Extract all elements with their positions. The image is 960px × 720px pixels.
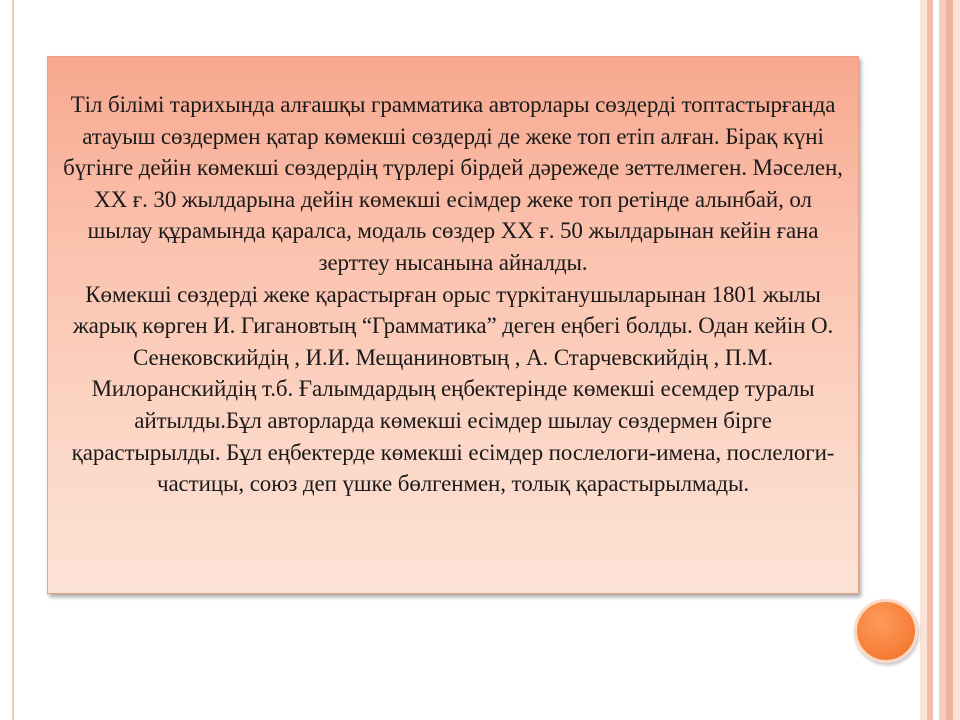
right-decorative-stripes [920, 0, 960, 720]
paragraph-researchers: Көмекші сөздерді жеке қарастырған орыс түркітанушыларынан 1801 жылы жарық көрген И. Гигановтың “Грамматика” деген еңбегі болды. Одан кейін О. Сенековскийдің , И.И. Мещаниновтың , А. Старчевскийдің , П.М. Милоранскийдің т.б. Ғалымдардың еңбектерінде көмекші есемдер туралы айтылды.Бұл авторларда көмекші есімдер шылау сөздермен бірге қарастырылды. Бұл еңбектерде көмекші есімдер послелоги-имена, послелоги-частицы, союз деп үшке бөлгенмен, толық қарастырылмады. [71, 281, 835, 497]
left-border-line [12, 0, 14, 720]
slide-text-box [47, 56, 859, 594]
stripe [939, 0, 946, 720]
stripe [946, 0, 953, 720]
decorative-orange-circle [854, 599, 918, 663]
stripe [920, 0, 927, 720]
paragraph-history: Тіл білімі тарихында алғашқы грамматика авторлары сөздерді топтастырғанда атауыш сөздермен қатар көмекші сөздерді де жеке топ етіп алған. Бірақ күні бүгінге дейін көмекші сөздердің түрлері бірдей дәрежеде зеттелмеген. Мәселен, ХХ ғ. 30 жылдарына дейін көмекші есімдер жеке топ ретінде алынбай, ол шылау құрамында қаралса, модаль сөздер ХХ ғ. 50 жылдарынан кейін ғана зерттеу нысанына айналды. [63, 92, 843, 275]
stripe [953, 0, 960, 720]
